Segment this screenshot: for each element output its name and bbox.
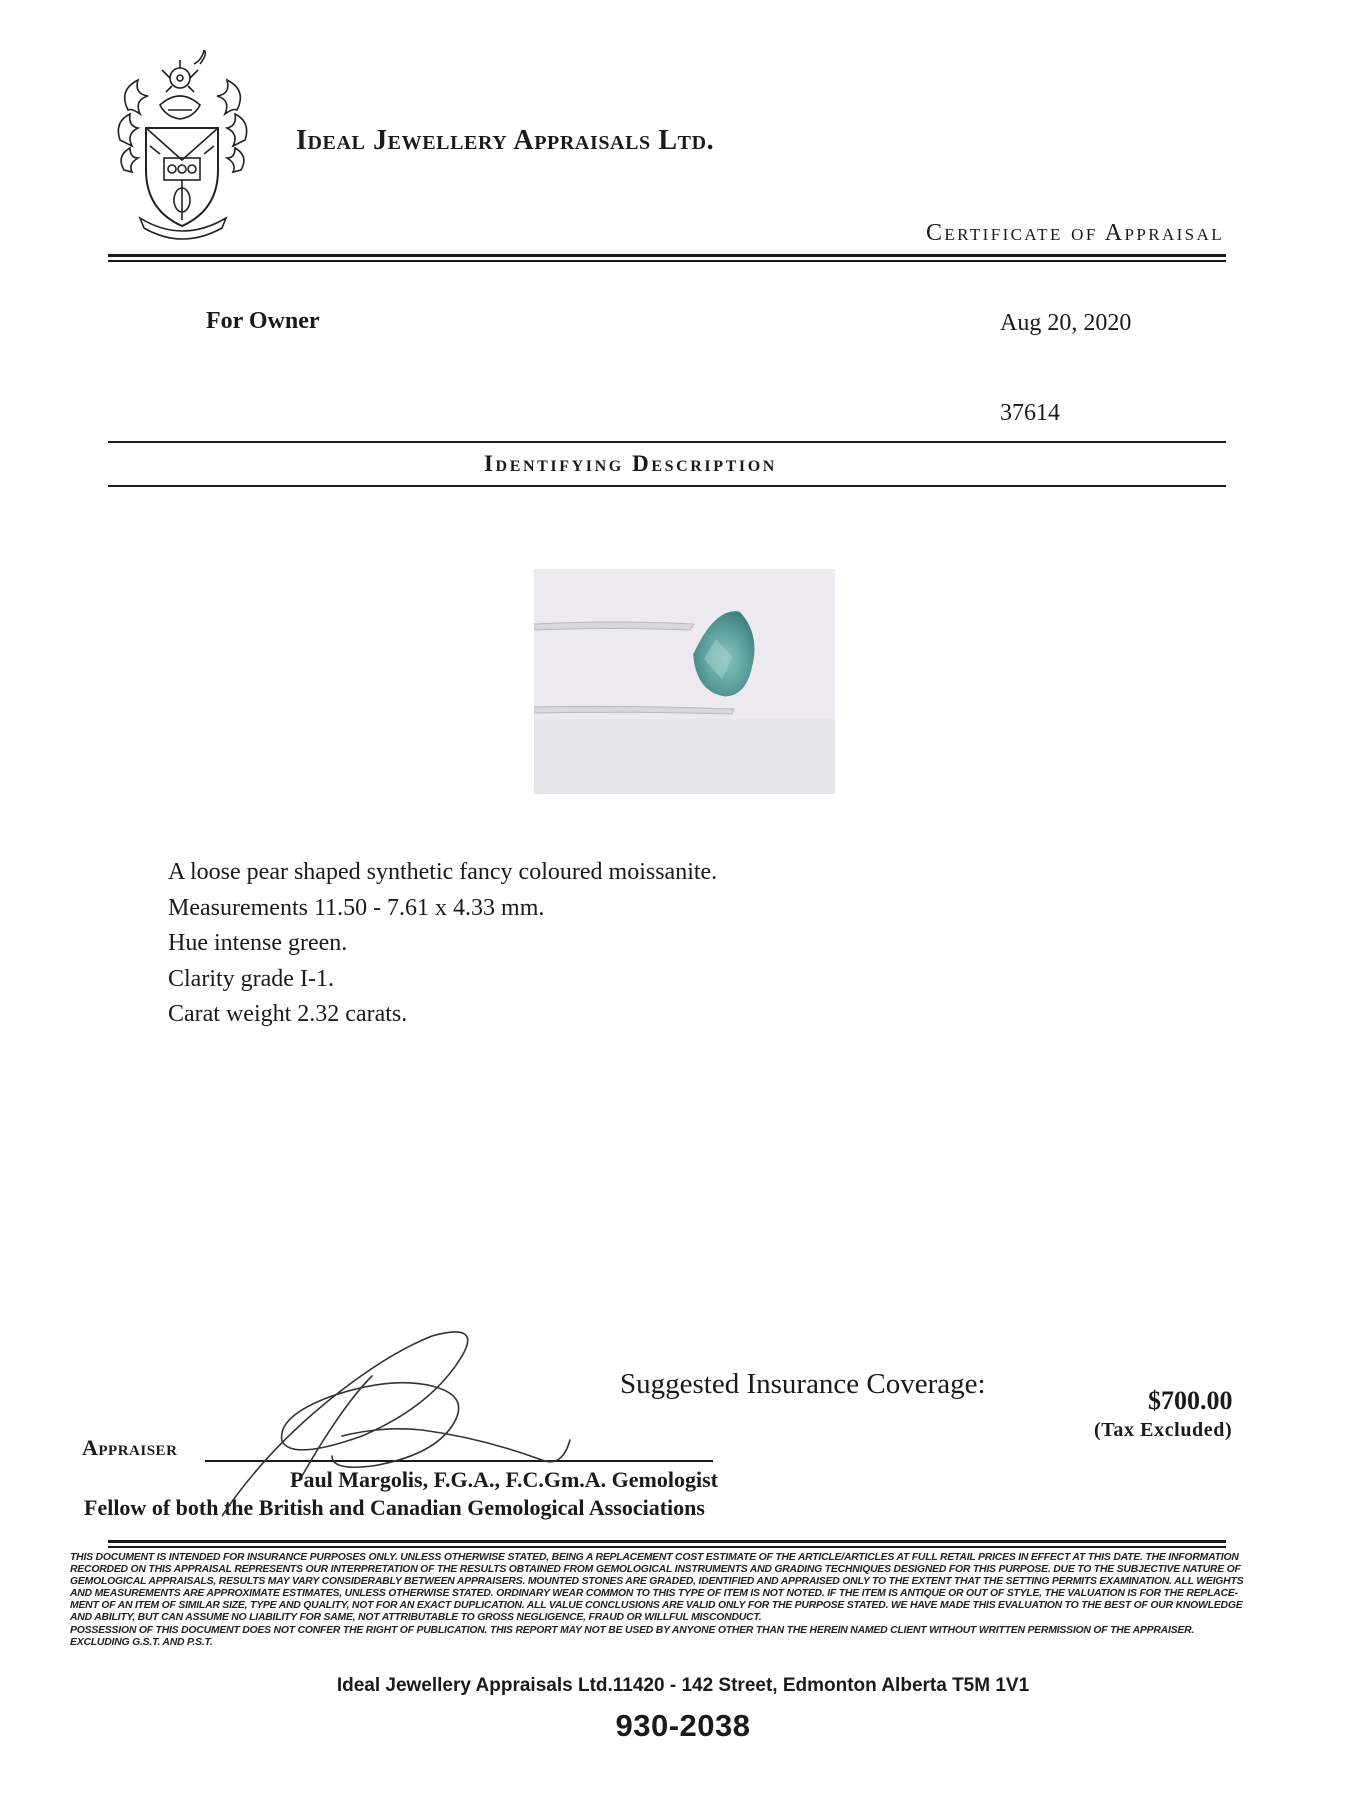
appraiser-label: Appraiser	[82, 1435, 178, 1460]
footer-address: Ideal Jewellery Appraisals Ltd.11420 - 142 Street, Edmonton Alberta T5M 1V1	[336, 1675, 1030, 1696]
tax-note: (Tax Excluded)	[1094, 1419, 1233, 1441]
disclaimer-line: THIS DOCUMENT IS INTENDED FOR INSURANCE PURPOSES ONLY. UNLESS OTHERWISE STATED, BEING A REPLACEMENT COST ESTIMATE OF THE ARTICLE/ARTICLES AT FULL RETAIL PRICES IN EFFECT AT THIS DATE. THE INFORMATION	[70, 1552, 1239, 1563]
owner-label: For Owner	[206, 308, 320, 334]
section-divider-top	[108, 441, 1226, 443]
disclaimer-line: EXCLUDING G.S.T. AND P.S.T.	[70, 1636, 213, 1648]
disclaimer-line: RECORDED ON THIS APPRAISAL REPRESENTS OUR INTERPRETATION OF THE RESULTS OBTAINED FROM GEMOLOGICAL INSTRUMENTS AND GRADING TECHNIQUES DESIGNED FOR THIS PURPOSE. DUE TO THE SUBJECTIVE NATURE OF	[70, 1564, 1241, 1576]
description-line: Hue intense green.	[168, 930, 348, 956]
company-name: Ideal Jewellery Appraisals Ltd.	[296, 125, 715, 156]
description-line: Clarity grade I-1.	[168, 965, 334, 992]
disclaimer-line: AND MEASUREMENTS ARE APPROXIMATE ESTIMATES, UNLESS OTHERWISE STATED. ORDINARY WEAR COMMON TO THIS TYPE OF ITEM IS NOT NOTED. IF THE ITEM IS ANTIQUE OR OUT OF STYLE, THE VALUATION IS FOR THE REPLACE-	[70, 1588, 1238, 1600]
footer-phone: 930-2038	[615, 1708, 751, 1743]
section-divider-bottom	[108, 485, 1226, 487]
crest-logo	[110, 50, 255, 240]
appraiser-fellowship: Fellow of both the British and Canadian Gemological Associations	[84, 1495, 705, 1520]
appraiser-name: Paul Margolis, F.G.A., F.C.Gm.A. Gemologist	[290, 1467, 718, 1492]
certificate-title: Certificate of Appraisal	[925, 220, 1224, 246]
disclaimer-line: GEMOLOGICAL APPRAISALS, RESULTS MAY VARY CONSIDERABLY BETWEEN APPRAISERS. MOUNTED STONES ARE GRADED, IDENTIFIED AND APPRAISED ONLY TO THE EXTENT THAT THE SETTING PERMITS EXAMINATION. ALL WEIGHTS	[70, 1576, 1244, 1588]
insurance-coverage-label: Suggested Insurance Coverage:	[620, 1368, 986, 1400]
description-line: Measurements 11.50 - 7.61 x 4.33 mm.	[168, 894, 545, 921]
description-block	[168, 855, 717, 1033]
section-heading: Identifying Description	[484, 451, 777, 476]
disclaimer-line: POSSESSION OF THIS DOCUMENT DOES NOT CONFER THE RIGHT OF PUBLICATION. THIS REPORT MAY NOT BE USED BY ANYONE OTHER THAN THE HEREIN NAMED CLIENT WITHOUT WRITTEN PERMISSION OF THE APPRAISER.	[70, 1624, 1195, 1636]
description-line: A loose pear shaped synthetic fancy coloured moissanite.	[168, 859, 718, 885]
footer-divider-thin	[108, 1546, 1226, 1548]
footer-divider	[108, 1540, 1226, 1543]
header-divider	[108, 254, 1226, 257]
appraisal-date: Aug 20, 2020	[1000, 310, 1132, 336]
description-line: Carat weight 2.32 carats.	[168, 1001, 408, 1027]
certificate-number: 37614	[1000, 400, 1060, 426]
disclaimer-line: AND ABILITY, BUT CAN ASSUME NO LIABILITY FOR SAME, NOT ATTRIBUTABLE TO GROSS NEGLIGENCE, FRAUD OR WILLFUL MISCONDUCT.	[70, 1612, 762, 1624]
disclaimer-line: MENT OF AN ITEM OF SIMILAR SIZE, TYPE AND QUALITY, NOT FOR AN EXACT DUPLICATION. ALL VALUE CONCLUSIONS ARE VALID ONLY FOR THE PURPOSE STATED. WE HAVE MADE THIS EVALUATION TO THE BEST OF OUR KNOWLEDGE	[70, 1600, 1243, 1612]
header-divider-thin	[108, 260, 1226, 262]
disclaimer-text	[70, 1552, 1246, 1649]
gemstone-photo	[534, 569, 835, 794]
insurance-coverage-amount: $700.00	[1148, 1386, 1233, 1415]
signature	[222, 1316, 572, 1526]
